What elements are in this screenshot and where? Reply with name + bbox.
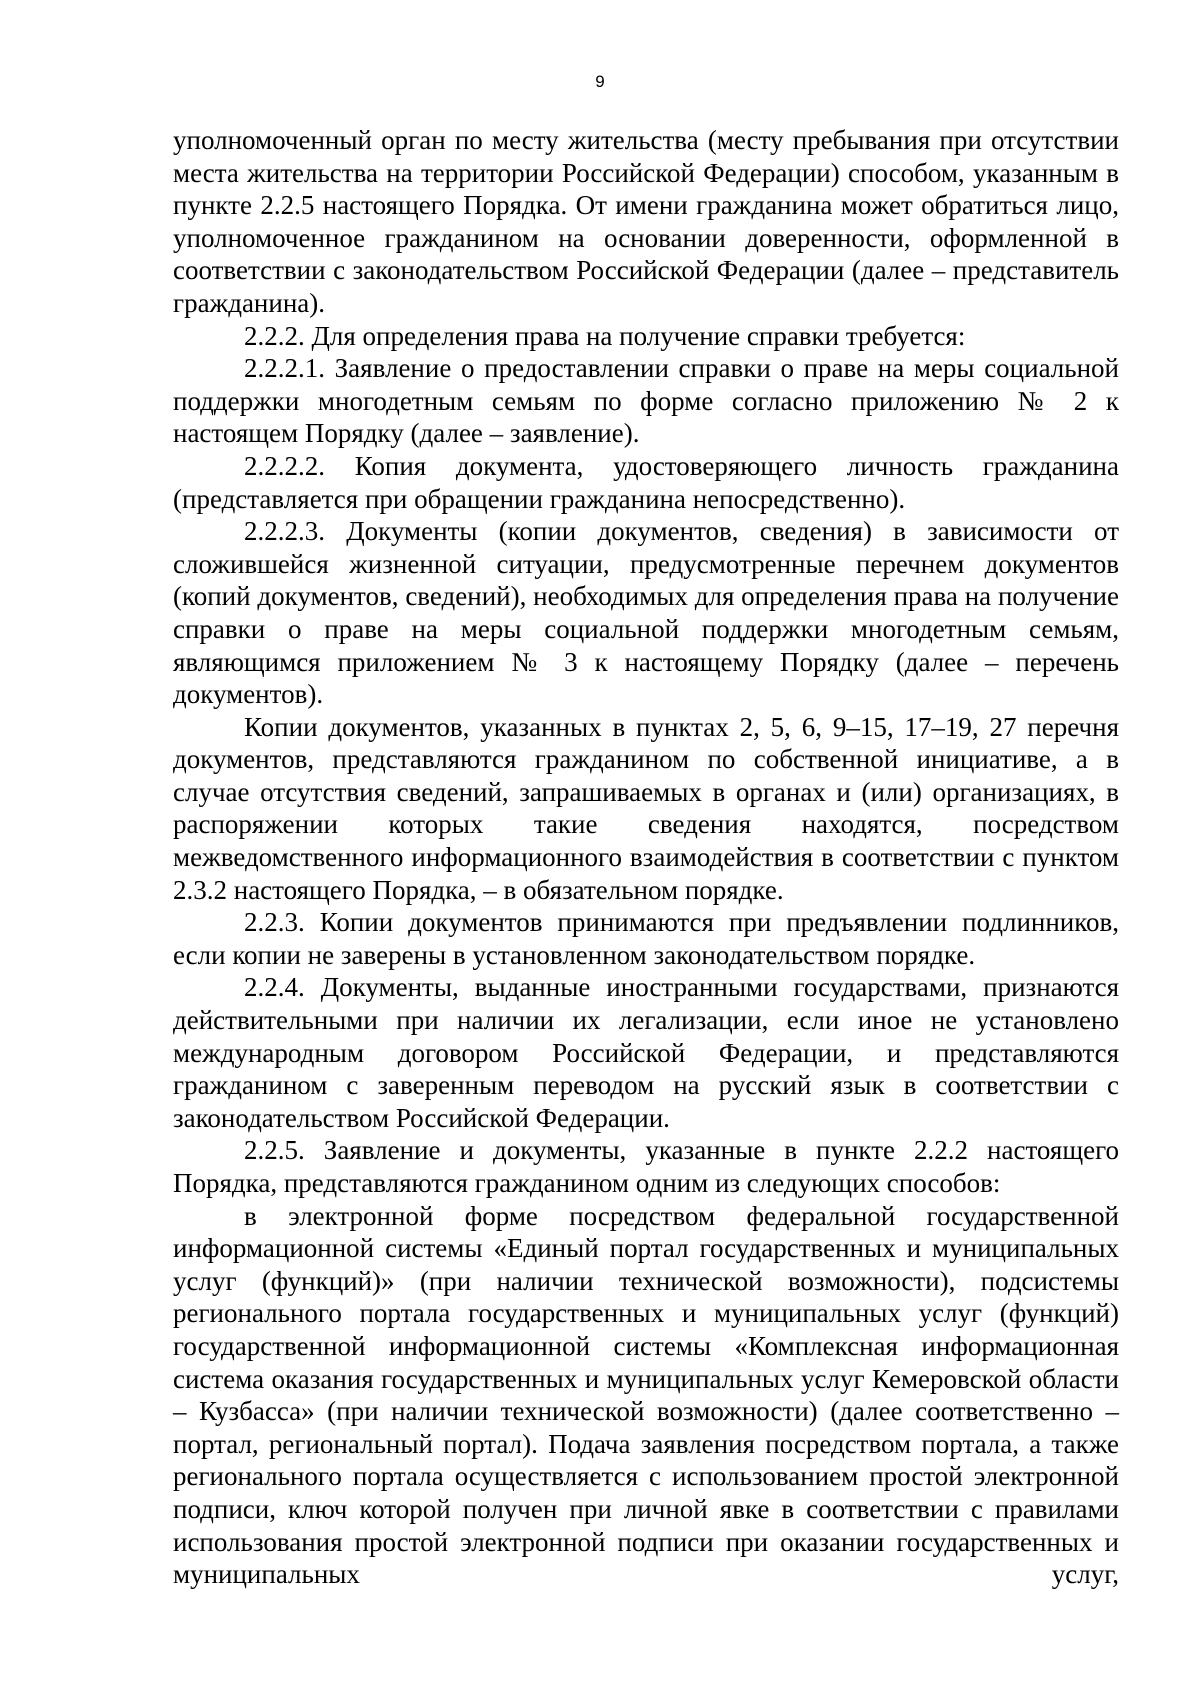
paragraph-2-2-2: 2.2.2. Для определения права на получение справки требуется: (244, 320, 966, 351)
paragraph-2-2-2-3: 2.2.2.3. Документы (копии документов, сведения) в зависимости от сложившейся жизненной ситуации, предусмотренные перечнем документов (копий документов, сведений), необходимых для определения права на получение справки о праве на меры социальной поддержки многодетным семьям, являющимся приложением № 3 к настоящему Порядку (далее – перечень документов). (173, 516, 1119, 710)
document-body (173, 124, 1119, 1591)
paragraph-2-2-5: 2.2.5. Заявление и документы, указанные в пункте 2.2.2 настоящего Порядка, представляются гражданином одним из следующих способов: (173, 1135, 1119, 1198)
paragraph-2-2-2-2: 2.2.2.2. Копия документа, удостоверяющего личность гражданина (представляется при обращении гражданина непосредственно). (173, 450, 1119, 514)
page-number: 9 (595, 72, 605, 91)
paragraph-2-2-4: 2.2.4. Документы, выданные иностранными государствами, признаются действительными при наличии их легализации, если иное не установлено международным договором Российской Федерации, и представляются гражданином с заверенным переводом на русский язык в соответствии с законодательством Российской Федерации. (173, 972, 1119, 1133)
paragraph-2-2-3: 2.2.3. Копии документов принимаются при предъявлении подлинников, если копии не заверены в установленном законодательством порядке. (173, 907, 1119, 970)
paragraph-authorized-body: уполномоченный орган по месту жительства (месту пребывания при отсутствии места жительства на территории Российской Федерации) способом, указанным в пункте 2.2.5 настоящего Порядка. От имени гражданина может обратиться лицо, уполномоченное гражданином на основании доверенности, оформленной в соответствии с законодательством Российской Федерации (далее – представитель гражданина). (173, 125, 1119, 318)
paragraph-electronic-form: в электронной форме посредством федеральной государственной информационной системы «Единый портал государственных и муниципальных услуг (функций)» (при наличии технической возможности), подсистемы регионального портала государственных и муниципальных услуг (функций) государственной информационной системы «Комплексная информационная система оказания государственных и муниципальных услуг Кемеровской области – Кузбасса» (при наличии технической возможности) (далее соответственно – портал, региональный портал). Подача заявления посредством портала, а также регионального портала осуществляется с использованием простой электронной подписи, ключ которой получен при личной явке в соответствии с правилами использования простой электронной подписи при оказании государственных и муниципальных услуг, (173, 1200, 1119, 1590)
paragraph-2-2-2-1: 2.2.2.1. Заявление о предоставлении справки о праве на меры социальной поддержки многодетным семьям по форме согласно приложению № 2 к настоящем Порядку (далее – заявление). (173, 353, 1119, 449)
paragraph-document-copies: Копии документов, указанных в пунктах 2, 5, 6, 9–15, 17–19, 27 перечня документов, представляются гражданином по собственной инициативе, а в случае отсутствия сведений, запрашиваемых в органах и (или) организациях, в распоряжении которых такие сведения находятся, посредством межведомственного информационного взаимодействия в соответствии с пунктом 2.3.2 настоящего Порядка, – в обязательном порядке. (173, 711, 1119, 905)
